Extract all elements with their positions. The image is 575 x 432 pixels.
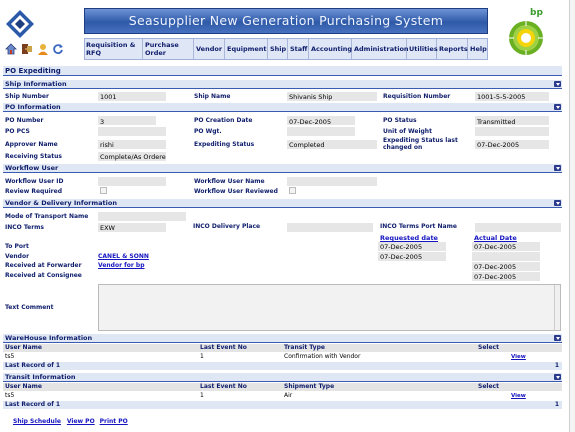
page-title-bar [3,66,562,76]
po-info-header [3,103,562,112]
menu-requisition-rfq[interactable]: Requisition & RFQ [85,39,143,59]
menu-equipment[interactable]: Equipment [226,39,268,59]
cell-shipment-type: Air [284,392,293,399]
consignee-label: Received at Consignee [5,272,82,279]
approver-label: Approver Name [5,141,58,148]
bp-logo [506,8,546,58]
po-status-value: Transmitted [477,118,516,126]
ship-name-label: Ship Name [194,93,231,100]
unit-weight-field [475,127,549,136]
ship-name-value: Shivanis Ship [289,93,333,101]
expediting-status-value: Completed [289,141,325,149]
exit-icon[interactable] [21,43,33,55]
record-count-text: Last Record of 1 [5,362,61,369]
menu-help[interactable]: Help [470,45,487,53]
view-link[interactable]: View [511,393,526,399]
exp-status-changed-value: 07-Dec-2005 [477,141,520,149]
app-title: Seasupplier New Generation Purchasing System [128,13,444,28]
ship-number-value: 1001 [100,93,117,101]
transport-mode-label: Mode of Transport Name [5,213,89,220]
home-icon[interactable] [5,43,17,55]
vendor-label: Vendor [5,253,30,260]
table-row [3,353,562,361]
menu-purchase-order[interactable]: Purchase Order [144,39,194,59]
vendor-requested-value: 07-Dec-2005 [380,253,423,261]
po-wgt-field [287,127,355,136]
col-transit-type: Transit Type [284,344,325,351]
to-port-actual-value: 07-Dec-2005 [474,243,517,251]
inco-port-label: INCO Terms Port Name [380,223,457,230]
workflow-user-id-label: Workflow User ID [5,178,64,185]
header-banner [84,8,488,34]
record-count: 1 [554,362,559,369]
section-title: PO Information [5,103,61,111]
section-title: Vendor & Delivery Information [5,199,117,207]
po-number-value: 3 [100,118,105,126]
col-user-name: User Name [5,383,42,390]
col-select: Select [478,383,499,390]
forwarder-link[interactable]: Vendor for bp [98,262,145,269]
record-count: 1 [554,401,559,408]
approver-value: rishi [100,141,114,149]
bp-logo-text: bp [530,8,543,18]
review-required-label: Review Required [5,188,62,195]
workflow-user-name-field [287,177,377,186]
vendor-delivery-header [3,199,562,208]
transit-table-footer [3,401,562,409]
workflow-user-reviewed-label: Workflow User Reviewed [194,188,278,195]
po-pcs-field [98,127,166,136]
text-comment-textarea[interactable] [98,284,561,331]
col-shipment-type: Shipment Type [284,383,335,390]
collapse-icon[interactable] [554,200,561,206]
page-title: PO Expediting [5,67,61,75]
inco-terms-value: EXW [100,224,115,232]
cell-last-event: 1 [200,353,204,360]
cell-user-name: ts5 [5,392,15,399]
view-po-link[interactable]: View PO [66,418,95,425]
refresh-icon[interactable] [52,43,64,55]
col-user-name: User Name [5,344,42,351]
ship-info-header [3,80,562,89]
view-link[interactable]: View [511,354,526,360]
receiving-status-label: Receiving Status [5,153,62,160]
collapse-icon[interactable] [554,81,561,87]
unit-weight-label: Unit of Weight [383,128,432,135]
print-po-link[interactable]: Print PO [99,418,128,425]
forwarder-label: Received at Forwarder [5,262,82,269]
inco-terms-label: INCO Terms [5,224,44,231]
po-number-field [98,116,156,125]
requisition-number-label: Requisition Number [383,93,451,100]
collapse-icon[interactable] [554,374,561,380]
to-port-requested-value: 07-Dec-2005 [380,243,423,251]
text-comment-label: Text Comment [5,304,54,311]
menu-staff[interactable]: Staff [289,39,309,59]
workflow-user-id-field [98,177,166,186]
menu-accounting[interactable]: Accounting [310,39,352,59]
warehouse-header [3,334,562,343]
menu-reports[interactable]: Reports [438,39,468,59]
section-title: Transit Information [5,373,76,381]
section-title: Ship Information [5,80,67,88]
inco-delivery-field [287,223,373,232]
po-wgt-label: PO Wgt. [194,128,222,135]
actual-date-header[interactable]: Actual Date [474,234,517,242]
transit-table-header [3,383,562,391]
po-status-label: PO Status [383,117,417,124]
transport-mode-field [98,212,186,221]
section-title: Workflow User [5,164,59,172]
vendor-link[interactable]: CANEL & SONN [98,253,149,260]
user-icon[interactable] [37,43,49,55]
po-creation-value: 07-Dec-2005 [289,118,332,126]
expediting-status-label: Expediting Status [194,141,255,148]
bottom-links [13,418,128,425]
ship-schedule-link[interactable]: Ship Schedule [13,418,61,425]
cell-transit-type: Confirmation with Vendor [284,353,361,360]
inco-delivery-label: INCO Delivery Place [193,223,261,230]
po-creation-label: PO Creation Date [194,117,253,124]
requested-date-header[interactable]: Requested date [380,234,438,242]
menu-ship[interactable]: Ship [269,39,288,59]
col-last-event: Last Event No [200,383,247,390]
app-logo [5,9,35,39]
ship-number-label: Ship Number [5,93,49,100]
col-select: Select [478,344,499,351]
menu-vendor[interactable]: Vendor [195,39,225,59]
exp-status-changed-label: Expediting Status last changed on [383,137,458,151]
collapse-icon[interactable] [554,335,561,341]
cell-last-event: 1 [200,392,204,399]
warehouse-table-header [3,344,562,352]
po-pcs-label: PO PCS [5,128,30,135]
collapse-icon[interactable] [554,104,561,110]
cell-user-name: ts5 [5,353,15,360]
to-port-label: To Port [5,243,29,250]
vendor-actual-field [472,252,540,261]
review-required-checkbox[interactable] [100,187,107,194]
inco-port-field [475,223,561,232]
warehouse-table-footer [3,362,562,370]
section-title: WareHouse Information [5,334,93,342]
consignee-actual-value: 07-Dec-2005 [474,273,517,281]
collapse-icon[interactable] [554,165,561,171]
textarea-scrollbar[interactable] [554,285,560,330]
transit-header [3,373,562,382]
record-count-text: Last Record of 1 [5,401,61,408]
receiving-status-value: Complete/As Ordere [100,153,166,161]
forwarder-actual-value: 07-Dec-2005 [474,263,517,271]
po-number-label: PO Number [5,117,44,124]
menu-administration[interactable]: Administration [353,39,407,59]
col-last-event: Last Event No [200,344,247,351]
workflow-user-name-label: Workflow User Name [194,178,265,185]
requisition-number-value: 1001-5-5-2005 [477,93,526,101]
menu-utilities[interactable]: Utilities [408,39,437,59]
workflow-user-reviewed-checkbox[interactable] [289,187,296,194]
table-row [3,392,562,400]
workflow-header [3,164,562,173]
window-scrollbar[interactable] [569,0,575,432]
